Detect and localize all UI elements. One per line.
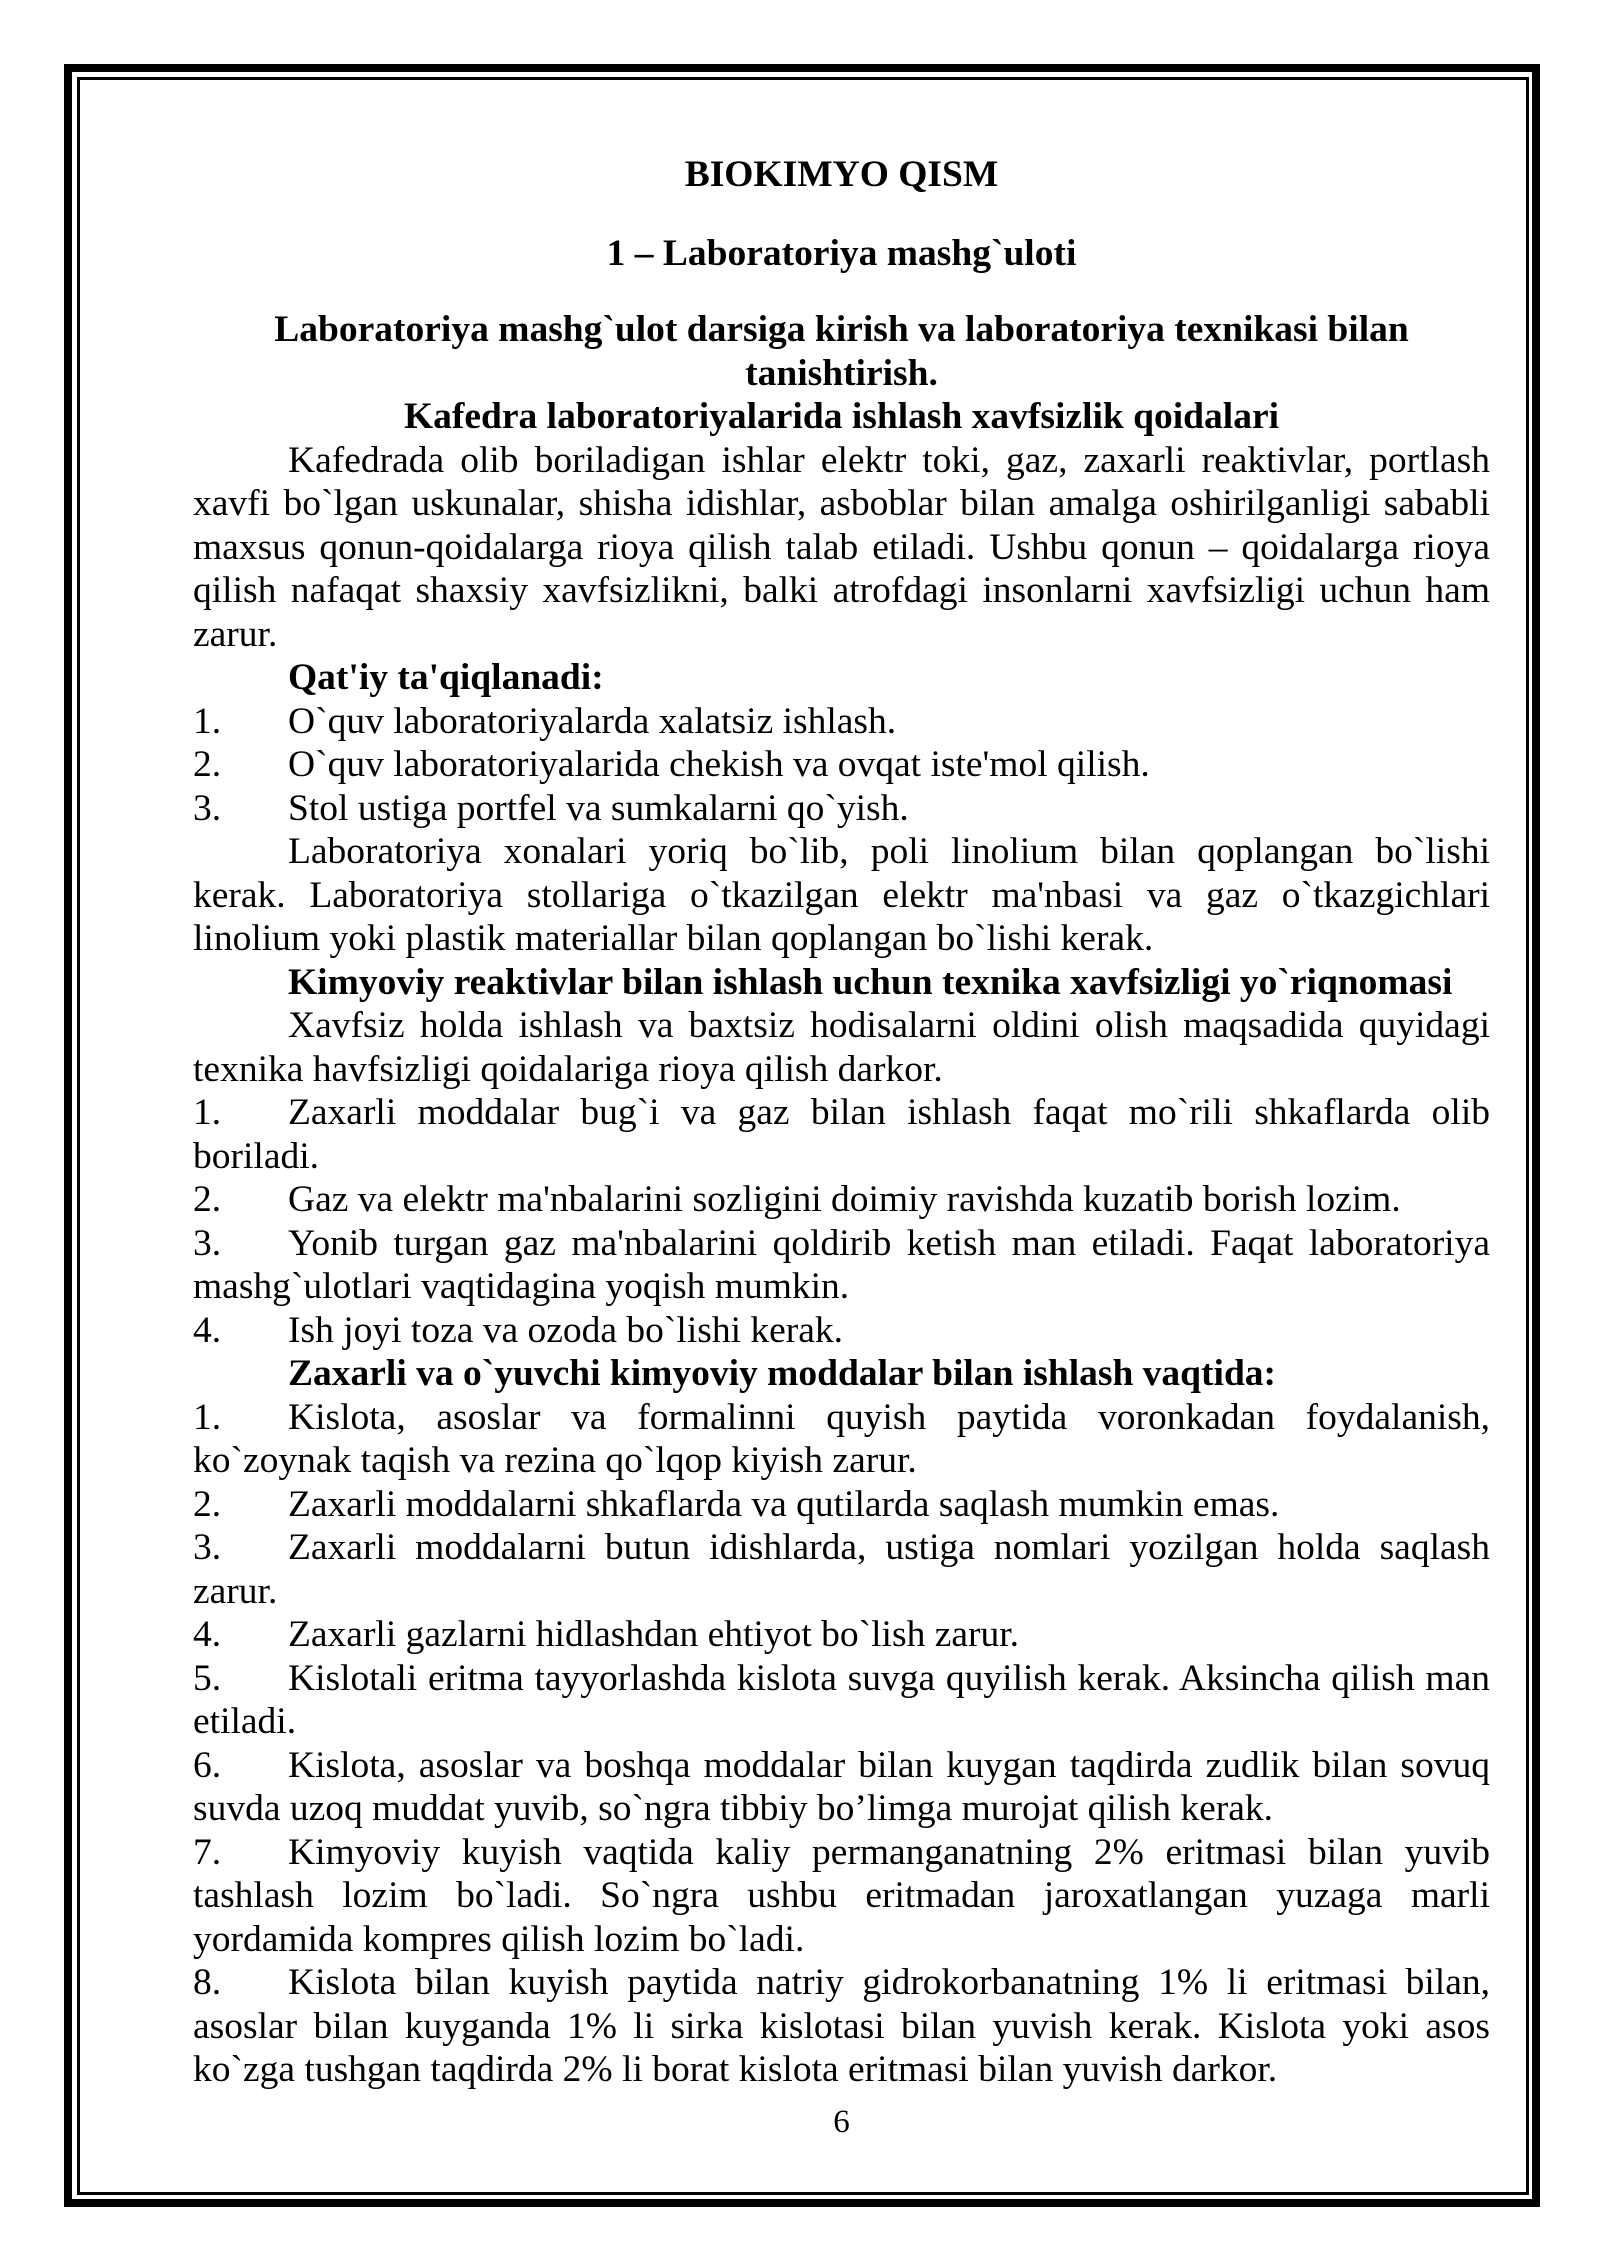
- page-title: BIOKIMYO QISM: [684, 154, 999, 195]
- list-item-number: 7.: [193, 1831, 222, 1873]
- list-item-text: O`quv laboratoriyalarida chekish va ovqat iste'mol qilish.: [288, 744, 1150, 785]
- list-item: [193, 1831, 1490, 1962]
- document-body: [193, 153, 1490, 2092]
- list-item: [193, 1222, 1490, 1309]
- list-item-text: Gaz va elektr ma'nbalarini sozligini doimiy ravishda kuzatib borish lozim.: [288, 1179, 1401, 1220]
- list-item-text: Yonib turgan gaz ma'nbalarini qoldirib ketish man etiladi. Faqat laboratoriya mashg`ulotlari vaqtidagina yoqish mumkin.: [193, 1222, 1490, 1307]
- list-item: [193, 1091, 1490, 1178]
- list-item: [193, 787, 1490, 831]
- list-item-text: Kimyoviy kuyish vaqtida kaliy permanganatning 2% eritmasi bilan yuvib tashlash lozim bo`ladi. So`ngra ushbu eritmadan jaroxatlangan yuzaga marli yordamida kompres qilish lozim bo`ladi.: [193, 1831, 1490, 1960]
- list-item: [193, 1309, 1490, 1353]
- list-item: [193, 743, 1490, 787]
- list-item-text: Kislota, asoslar va formalinni quyish paytida voronkadan foydalanish, ko`zoynak taqish va rezina qo`lqop kiyish zarur.: [193, 1396, 1490, 1481]
- lesson-subtitle: 1 – Laboratoriya mashg`uloti: [606, 232, 1077, 274]
- list-item-text: Zaxarli moddalarni butun idishlarda, ustiga nomlari yozilgan holda saqlash zarur.: [193, 1527, 1490, 1612]
- list-item-text: Zaxarli moddalarni shkaflarda va qutilarda saqlash mumkin emas.: [288, 1483, 1280, 1525]
- list-item-number: 4.: [193, 1614, 222, 1655]
- list-item: [193, 1744, 1490, 1831]
- list-item: [193, 1961, 1490, 2092]
- toxic-substances-heading: Zaxarli va o`yuvchi kimyoviy moddalar bilan ishlash vaqtida:: [288, 1353, 1277, 1394]
- list-item-text: Ish joyi toza va ozoda bo`lishi kerak.: [288, 1309, 844, 1351]
- list-item-text: Kislota bilan kuyish paytida natriy gidrokorbanatning 1% li eritmasi bilan, asoslar bilan kuyganda 1% li sirka kislotasi bilan yuvish kerak. Kislota yoki asos ko`zga tushgan taqdirda 2% li borat kislota eritmasi bilan yuvish darkor.: [193, 1962, 1490, 2090]
- list-item: [193, 1613, 1490, 1657]
- list-item-text: Stol ustiga portfel va sumkalarni qo`yish.: [288, 787, 909, 829]
- intro-paragraph: Kafedrada olib boriladigan ishlar elektr toki, gaz, zaxarli reaktivlar, portlash xavfi bo`lgan uskunalar, shisha idishlar, asboblar bilan amalga oshirilganligi sababli maxsus qonun-qoidalarga rioya qilish talab etiladi. Ushbu qonun – qoidalarga rioya qilish nafaqat shaxsiy xavfsizlikni, balki atrofdagi insonlarni xavfsizligi uchun ham zarur.: [193, 439, 1490, 655]
- page-number: 6: [833, 2104, 850, 2140]
- lesson-topic-line-2: tanishtirish.: [745, 352, 938, 394]
- list-item-number: 2.: [193, 1483, 222, 1525]
- list-item-text: O`quv laboratoriyalarda xalatsiz ishlash.: [288, 700, 897, 742]
- list-item: [193, 1526, 1490, 1613]
- lab-paragraph: Laboratoriya xonalari yoriq bo`lib, poli linolium bilan qoplangan bo`lishi kerak. Laboratoriya stollariga o`tkazilgan elektr ma'nbasi va gaz o`tkazgichlari linolium yoki plastik materiallar bilan qoplangan bo`lishi kerak.: [193, 831, 1490, 959]
- list-item-number: 5.: [193, 1657, 222, 1699]
- lesson-topic: [193, 308, 1490, 395]
- list-item-number: 6.: [193, 1744, 222, 1786]
- reagent-instructions-heading: Kimyoviy reaktivlar bilan ishlash uchun texnika xavfsizligi yo`riqnomasi: [288, 961, 1453, 1003]
- prohibited-heading: Qat'iy ta'qiqlanadi:: [288, 657, 604, 698]
- list-item: [193, 1483, 1490, 1527]
- list-item-number: 8.: [193, 1962, 222, 2003]
- list-item-number: 2.: [193, 1179, 222, 1220]
- list-item-number: 3.: [193, 1222, 222, 1264]
- list-item-number: 4.: [193, 1309, 222, 1351]
- list-item-number: 2.: [193, 744, 222, 785]
- list-item-number: 1.: [193, 1396, 222, 1438]
- list-item-text: Kislota, asoslar va boshqa moddalar bilan kuygan taqdirda zudlik bilan sovuq suvda uzoq muddat yuvib, so`ngra tibbiy bo’limga murojat qilish kerak.: [193, 1744, 1490, 1829]
- list-item-number: 3.: [193, 1527, 222, 1568]
- list-item-text: Kislotali eritma tayyorlashda kislota suvga quyilish kerak. Aksincha qilish man etiladi.: [193, 1657, 1490, 1742]
- section-heading: Kafedra laboratoriyalarida ishlash xavfsizlik qoidalari: [403, 396, 1280, 437]
- list-item-number: 3.: [193, 787, 222, 829]
- list-item: [193, 1178, 1490, 1222]
- list-item-text: Zaxarli moddalar bug`i va gaz bilan ishlash faqat mo`rili shkaflarda olib boriladi.: [193, 1092, 1490, 1177]
- list-item-number: 1.: [193, 1092, 222, 1133]
- list-item: [193, 700, 1490, 744]
- list-item-number: 1.: [193, 700, 222, 742]
- lesson-topic-line-1: Laboratoriya mashg`ulot darsiga kirish va laboratoriya texnikasi bilan: [274, 309, 1409, 350]
- list-item: [193, 1396, 1490, 1483]
- list-item: [193, 1657, 1490, 1744]
- list-item-text: Zaxarli gazlarni hidlashdan ehtiyot bo`lish zarur.: [288, 1614, 1020, 1655]
- reagent-instructions-intro: Xavfsiz holda ishlash va baxtsiz hodisalarni oldini olish maqsadida quyidagi texnika havfsizligi qoidalariga rioya qilish darkor.: [193, 1005, 1490, 1090]
